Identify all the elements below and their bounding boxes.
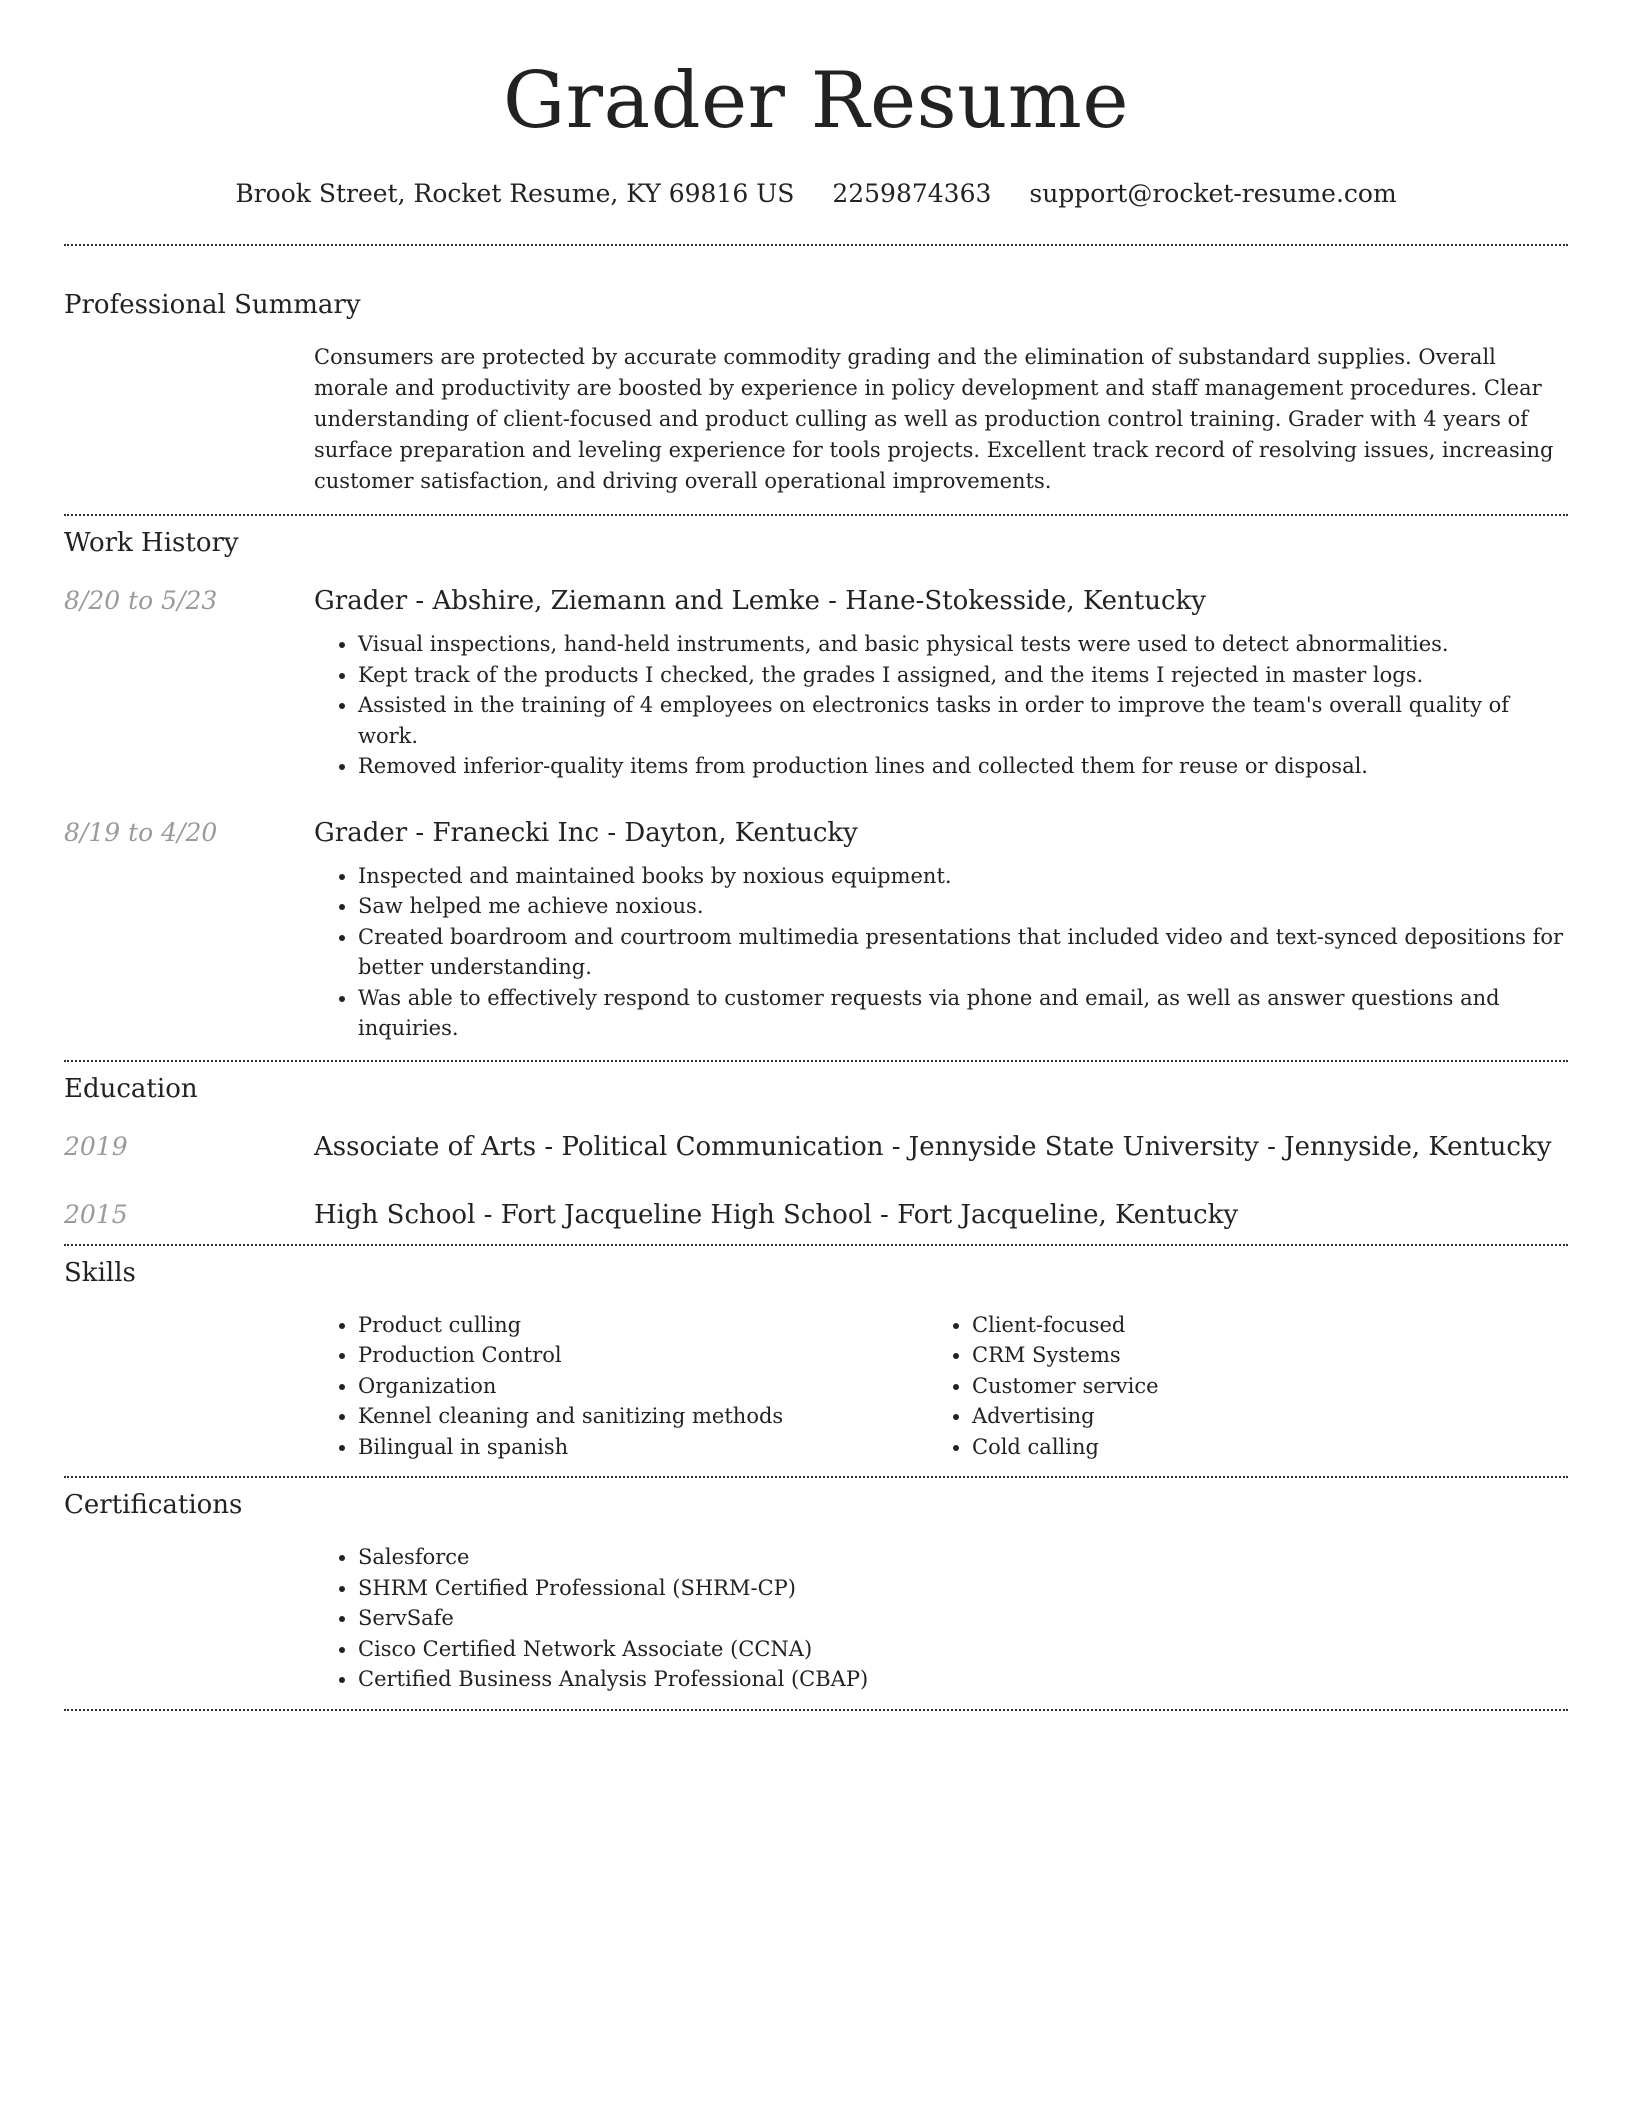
job-heading: Grader - Abshire, Ziemann and Lemke - Hane-Stokesside, Kentucky <box>314 586 1206 616</box>
job-bullet: • Kept track of the products I checked, the grades I assigned, and the items I rejected in master logs. <box>358 660 1568 691</box>
job-bullet: • Assisted in the training of 4 employees on electronics tasks in order to improve the team's overall quality of work. <box>358 690 1568 751</box>
job-bullet: • Removed inferior-quality items from production lines and collected them for reuse or disposal. <box>358 751 1568 782</box>
job-content <box>314 584 1568 782</box>
job-entry <box>64 816 1568 1044</box>
skills-section <box>64 1246 1568 1477</box>
skills-column-right <box>928 1310 1568 1463</box>
contact-address: Brook Street, Rocket Resume, KY 69816 US <box>235 179 795 208</box>
education-year: 2019 <box>64 1131 128 1161</box>
skill-item: • Organization <box>358 1371 928 1402</box>
certifications-section <box>64 1478 1568 1709</box>
certification-item: • Cisco Certified Network Associate (CCNA) <box>358 1634 1568 1665</box>
education-entry <box>64 1198 1568 1232</box>
certifications-body <box>314 1542 1568 1695</box>
education-school: - Jennyside State University - Jennyside, Kentucky <box>883 1131 1552 1162</box>
skills-columns <box>314 1310 1568 1463</box>
summary-section <box>64 246 1568 514</box>
education-degree: High School <box>314 1199 476 1230</box>
section-title-skills: Skills <box>64 1257 136 1288</box>
job-bullet: • Visual inspections, hand-held instruments, and basic physical tests were used to detect abnormalities. <box>358 629 1568 660</box>
education-year: 2015 <box>64 1199 128 1229</box>
education-heading <box>314 1130 1568 1164</box>
education-school: - Fort Jacqueline High School - Fort Jacqueline, Kentucky <box>475 1199 1239 1230</box>
job-bullet: • Was able to effectively respond to customer requests via phone and email, as well as answer questions and inquiries. <box>358 983 1568 1044</box>
contact-line <box>64 178 1568 210</box>
job-entry <box>64 584 1568 782</box>
resume-name: Grader Resume <box>502 56 1130 146</box>
job-bullets <box>314 629 1568 782</box>
certifications-list <box>314 1542 1568 1695</box>
section-title-work-history: Work History <box>64 528 239 558</box>
summary-text: Consumers are protected by accurate commodity grading and the elimination of substandard supplies. Overall morale and productivity are boosted by experience in policy development and staff management procedures. Clear understanding of client-focused and product culling as well as production control training. Grader with 4 years of surface preparation and leveling experience for tools projects. Excellent track record of resolving issues, increasing customer satisfaction, and driving overall operational improvements. <box>314 345 1554 493</box>
section-title-certifications: Certifications <box>64 1490 243 1520</box>
divider <box>64 1709 1568 1711</box>
job-dates: 8/19 to 4/20 <box>64 817 218 847</box>
resume-header <box>64 0 1568 210</box>
skill-item: • Product culling <box>358 1310 928 1341</box>
education-heading <box>314 1198 1568 1232</box>
skills-list <box>928 1310 1568 1463</box>
section-title-education: Education <box>64 1073 198 1104</box>
job-bullet: • Saw helped me achieve noxious. <box>358 891 1568 922</box>
contact-email: support@rocket-resume.com <box>1029 179 1397 208</box>
skill-item: • Kennel cleaning and sanitizing methods <box>358 1401 928 1432</box>
education-degree: Associate of Arts - Political Communication <box>314 1131 884 1162</box>
skill-item: • Production Control <box>358 1340 928 1371</box>
certification-item: • ServSafe <box>358 1603 1568 1634</box>
education-entry <box>64 1130 1568 1164</box>
section-title-summary: Professional Summary <box>64 290 361 320</box>
contact-phone: 2259874363 <box>832 179 992 208</box>
skill-item: • Advertising <box>972 1401 1568 1432</box>
job-bullet: • Inspected and maintained books by noxious equipment. <box>358 861 1568 892</box>
job-heading: Grader - Franecki Inc - Dayton, Kentucky <box>314 817 858 848</box>
skill-item: • Bilingual in spanish <box>358 1432 928 1463</box>
certification-item: • SHRM Certified Professional (SHRM-CP) <box>358 1573 1568 1604</box>
job-dates: 8/20 to 5/23 <box>64 586 218 615</box>
job-content <box>314 816 1568 1044</box>
skill-item: • CRM Systems <box>972 1340 1568 1371</box>
education-section <box>64 1062 1568 1244</box>
work-history-section <box>64 516 1568 1060</box>
skill-item: • Customer service <box>972 1371 1568 1402</box>
job-bullets <box>314 861 1568 1044</box>
skills-list <box>314 1310 928 1463</box>
skill-item: • Cold calling <box>972 1432 1568 1463</box>
job-bullet: • Created boardroom and courtroom multimedia presentations that included video and text-synced depositions for better understanding. <box>358 922 1568 983</box>
certification-item: • Certified Business Analysis Professional (CBAP) <box>358 1664 1568 1695</box>
skills-column-left <box>314 1310 928 1463</box>
certification-item: • Salesforce <box>358 1542 1568 1573</box>
skill-item: • Client-focused <box>972 1310 1568 1341</box>
